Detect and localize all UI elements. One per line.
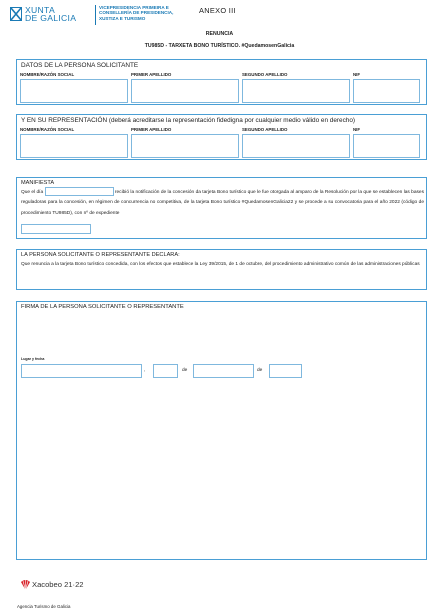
- lugar-input[interactable]: [21, 364, 142, 378]
- rep-segundo-apellido-input[interactable]: [242, 134, 350, 158]
- rep-nif-input[interactable]: [353, 134, 420, 158]
- nombre-input[interactable]: [20, 79, 128, 103]
- section-title: FIRMA DE LA PERSONA SOLICITANTE O REPRESENTANTE: [21, 304, 184, 310]
- de-separator-1: de: [182, 368, 188, 373]
- de-separator-2: de: [257, 368, 263, 373]
- fecha-notificacion-input[interactable]: [45, 187, 114, 196]
- manifiesta-text-before: Que el día: [21, 189, 44, 195]
- xunta-shield-icon: [10, 7, 22, 21]
- logo-dept-line2: CONSELLERÍA DE PRESIDENCIA,: [99, 10, 174, 16]
- anio-input[interactable]: [269, 364, 302, 378]
- field-label-segundo-apellido: SEGUNDO APELLIDO: [242, 127, 288, 132]
- manifiesta-text-after: recibió la notificación de la concesión da tarjeta Bono turístico que le fue otorgada al amparo de la Resolución por la que se establecen las bases reguladoras para la concesión, en régimen de concurrencia no competitiva, de la tarjeta Bono turístico #QuedamosenGalicia22 y se procede a su convocatoria para el año 2022 (código de procedimiento TU985D), con nº de expediente: [21, 189, 424, 216]
- field-label-nombre: NOMBRE/RAZÓN SOCIAL: [20, 127, 75, 132]
- xunta-logo: [10, 5, 210, 27]
- rep-nombre-input[interactable]: [20, 134, 128, 158]
- firma-section: [16, 301, 427, 560]
- xacobeo-shell-icon: [20, 579, 31, 591]
- field-label-nif: NIF: [353, 72, 361, 77]
- logo-dept-line3: XUSTIZA E TURISMO: [99, 15, 146, 21]
- field-label-nif: NIF: [353, 127, 361, 132]
- logo-dept-line1: VICEPRESIDENCIA PRIMEIRA E: [99, 5, 169, 10]
- document-subtitle: TU985D - TARXETA BONO TURÍSTICO. #QuedamosenGalicia: [144, 43, 295, 49]
- manifiesta-section: [16, 177, 427, 239]
- logo-separator: [95, 5, 96, 25]
- logo-name: [25, 6, 76, 23]
- solicitante-section: [16, 59, 427, 105]
- section-title: DATOS DE LA PERSONA SOLICITANTE: [21, 62, 139, 69]
- declara-text: Que renuncia a la tarjeta Bono turístico concedida, con los efectos que establece la Ley 39/2015, de 1 de octubre, del procedimiento administrativo común de las administraciones públicas: [21, 262, 420, 267]
- xacobeo-logo: [20, 579, 100, 593]
- rep-primer-apellido-input[interactable]: [131, 134, 239, 158]
- logo-department: [99, 5, 173, 21]
- dia-input[interactable]: [153, 364, 178, 378]
- nif-input[interactable]: [353, 79, 420, 103]
- field-label-segundo-apellido: SEGUNDO APELLIDO: [242, 72, 288, 77]
- field-label-primer-apellido: PRIMER APELLIDO: [131, 72, 172, 77]
- xacobeo-logo-text: Xacobeo 21·22: [32, 580, 84, 589]
- section-title: MANIFIESTA: [21, 180, 55, 186]
- manifiesta-text: [21, 187, 424, 220]
- declara-section: [16, 249, 427, 290]
- field-label-nombre: NOMBRE/RAZÓN SOCIAL: [20, 72, 75, 77]
- lugar-fecha-label: Lugar y fecha: [21, 357, 45, 361]
- segundo-apellido-input[interactable]: [242, 79, 350, 103]
- agencia-label: Agencia Turismo de Galicia: [17, 604, 71, 609]
- document-title: RENUNCIA: [205, 31, 234, 37]
- field-label-primer-apellido: PRIMER APELLIDO: [131, 127, 172, 132]
- section-title: LA PERSONA SOLICITANTE O REPRESENTANTE DECLARA:: [21, 252, 180, 258]
- primer-apellido-input[interactable]: [131, 79, 239, 103]
- expediente-input[interactable]: [21, 224, 91, 234]
- logo-name-line1: XUNTA: [25, 5, 55, 15]
- section-title: Y EN SU REPRESENTACIÓN (deberá acreditarse la representación fidedigna por cualquier medio válido en derecho): [21, 117, 356, 124]
- anexo-label: ANEXO III: [199, 6, 236, 15]
- mes-input[interactable]: [193, 364, 254, 378]
- comma-separator: ,: [144, 368, 146, 373]
- representacion-section: [16, 114, 427, 160]
- logo-name-line2: DE GALICIA: [25, 13, 77, 24]
